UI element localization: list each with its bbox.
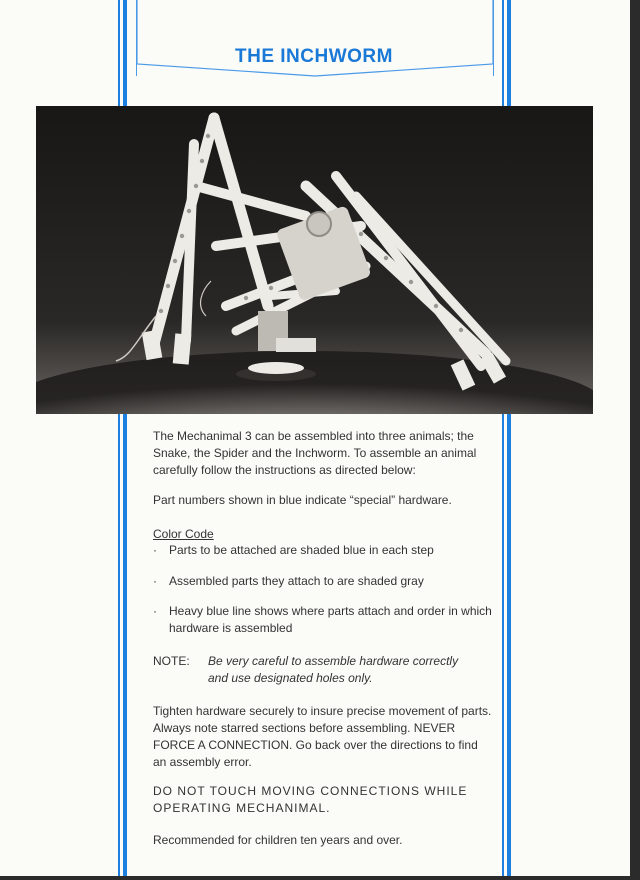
warning-text: DO NOT TOUCH MOVING CONNECTIONS WHILE OPERATING MECHANIMAL. <box>153 784 468 815</box>
page-bottom-edge <box>0 876 640 880</box>
inchworm-illustration <box>36 106 593 414</box>
tighten-paragraph: Tighten hardware securely to insure precise movement of parts. Always note starred sections before assembling. NEVER FORCE A CONNECTION. Go back over the directions to find an assembly error. <box>153 704 492 769</box>
bullet-icon: · <box>153 574 157 588</box>
intro-paragraph: The Mechanimal 3 can be assembled into three animals; the Snake, the Spider and the Inchworm. To assemble an animal carefully follow the instructions as directed below: <box>153 429 477 477</box>
bullet-icon: · <box>153 543 157 557</box>
color-code-item-text: Heavy blue line shows where parts attach and order in which hardware is assembled <box>169 604 492 635</box>
note-label: NOTE: <box>153 654 190 668</box>
robot-inchworm-photo <box>36 106 593 414</box>
note-line-2: and use designated holes only. <box>208 671 373 685</box>
color-code-item-text: Assembled parts they attach to are shaded gray <box>169 574 424 588</box>
bullet-icon: · <box>153 604 157 618</box>
color-code-heading: Color Code <box>153 527 214 541</box>
page-right-edge <box>630 0 640 880</box>
color-code-item-text: Parts to be attached are shaded blue in each step <box>169 543 434 557</box>
age-recommendation: Recommended for children ten years and over. <box>153 833 403 847</box>
page-title: THE INCHWORM <box>235 46 393 67</box>
note-line-1: Be very careful to assemble hardware correctly <box>208 654 459 668</box>
parts-note: Part numbers shown in blue indicate “special” hardware. <box>153 493 452 507</box>
